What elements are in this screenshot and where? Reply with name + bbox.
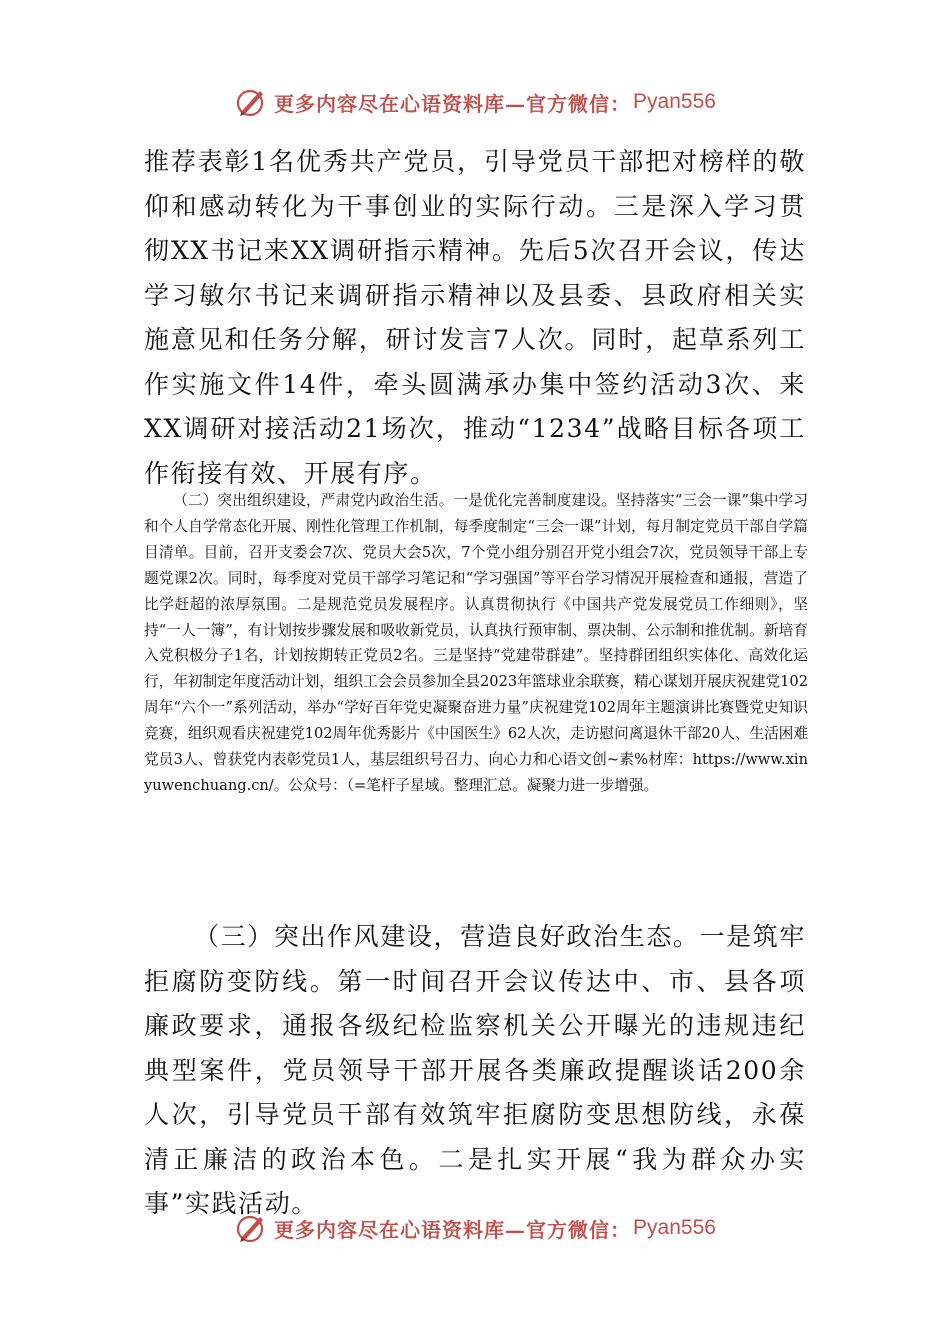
header-wechat-id: Pyan556 — [633, 90, 716, 113]
paragraph-2-text: （二）突出组织建设，严肃党内政治生活。一是优化完善制度建设。坚持落实“三会一课”集中学习和个人自学常态化开展、刚性化管理工作机制，每季度制定“三会一课”计划，每月制定党员干部自学篇目清单。目前，召开支委会7次、党员大会5次，7个党小组分别召开党小组会7次，党员领导干部上专题党课2次。同时，每季度对党员干部学习笔记和“学习强国”等平台学习情况开展检查和通报，营造了比学赶超的浓厚氛围。二是规范党员发展程序。认真贯彻执行《中国共产党发展党员工作细则》，坚持“一人一簿”，有计划按步骤发展和吸收新党员，认真执行预审制、票决制、公示制和推优制。新培育入党积极分子1名，计划按期转正党员2名。三是坚持“党建带群建”。坚持群团组织实体化、高效化运行，年初制定年度活动计划，组织工会会员参加全县2023年篮球业余联赛，精心谋划开展庆祝建党102周年“六个一”系列活动，举办“学好百年党史凝聚奋进力量”庆祝建党102周年主题演讲比赛暨党史知识竞赛，组织观看庆祝建党102周年优秀影片《中国医生》62人次，走访慰问离退休干部20人、生活困难党员3人、曾获党内表彰党员1人，基层组织号召力、向心力和心语文创~素%材库：https://www.xinyuwenchuang.cn/。公众号：（=笔杆子星域。整理汇总。凝聚力进一步增强。 — [144, 492, 808, 794]
paragraph-3-text: （三）突出作风建设，营造良好政治生态。一是筑牢拒腐防变防线。第一时间召开会议传达中、市、县各项廉政要求，通报各级纪检监察机关公开曝光的违规违纪典型案件，党员领导干部开展各类廉政提醒谈话200余人次，引导党员干部有效筑牢拒腐防变思想防线，永葆清正廉洁的政治本色。二是扎实开展“我为群众办实事”实践活动。 — [144, 922, 806, 1218]
body-paragraph-3 — [144, 915, 806, 1227]
body-paragraph-1 — [144, 140, 806, 496]
paragraph-1-text: 推荐表彰1名优秀共产党员，引导党员干部把对榜样的敬仰和感动转化为干事创业的实际行动。三是深入学习贯彻XX书记来XX调研指示精神。先后5次召开会议，传达学习敏尔书记来调研指示精神以及县委、县政府相关实施意见和任务分解，研讨发言7人次。同时，起草系列工作实施文件14件，牵头圆满承办集中签约活动3次、来XX调研对接活动21场次，推动“1234”战略目标各项工作衔接有效、开展有序。 — [144, 147, 806, 488]
body-paragraph-2 — [144, 488, 808, 799]
pen-logo-icon — [234, 1211, 268, 1245]
pen-logo-icon — [234, 85, 268, 119]
footer-banner — [0, 1208, 950, 1248]
header-brand-text: 更多内容尽在心语资料库—官方微信： — [274, 91, 632, 116]
footer-brand-text: 更多内容尽在心语资料库—官方微信： — [274, 1217, 632, 1242]
header-banner — [0, 82, 950, 122]
footer-wechat-id: Pyan556 — [633, 1216, 716, 1239]
